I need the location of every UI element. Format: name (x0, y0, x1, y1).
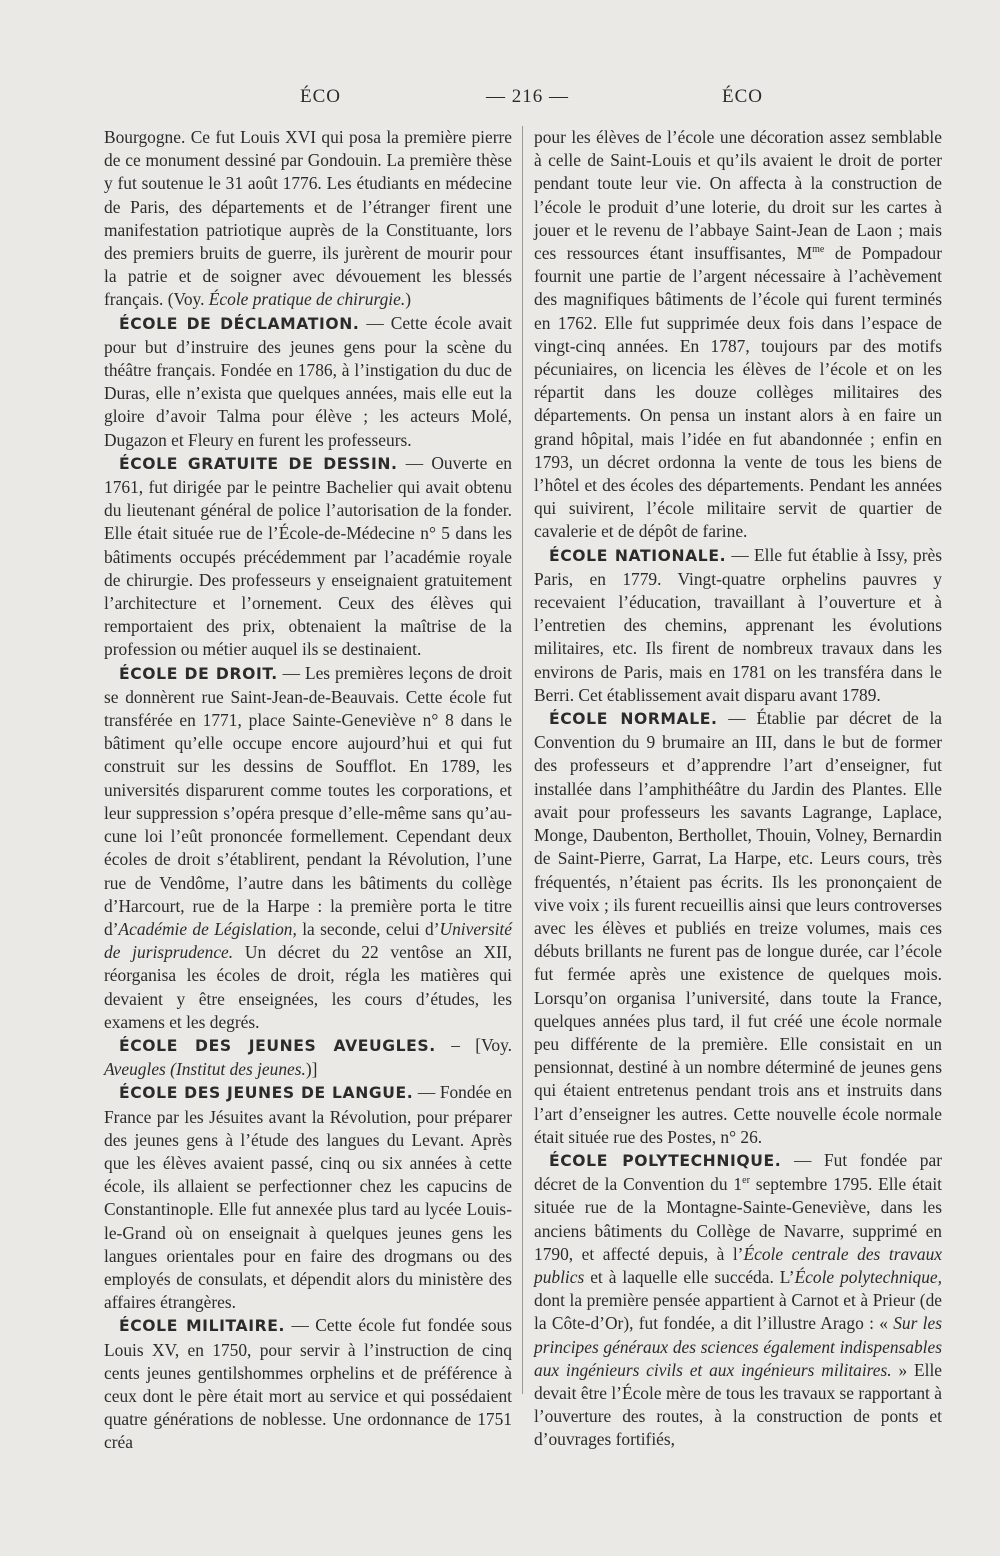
entry-ecole-de-declamation (104, 312, 512, 452)
entry-text-end: ) (405, 289, 411, 310)
entry-text: — Fondée en France par les Jésuites avant la Révolution, pour préparer des jeunes gens à l’étude des langues du Levant. Après que les élèves avaient passé, cinq ou six années à cette école, ils allaient se perfectionner chez les capucins de Constantinople. Elle fut annexée plus tard au lycée Louis-le-Grand où on enseignait à quelques jeunes gens les langues orientales pour en faire des drogmans ou des employés de consulats, et dépendit alors du ministère des affaires étrangères. (104, 1082, 512, 1313)
entry-continuation (104, 126, 512, 312)
entry-ecole-des-jeunes-aveugles (104, 1034, 512, 1081)
entry-ecole-polytechnique (534, 1149, 942, 1452)
entry-heading: ÉCOLE NATIONALE. (549, 546, 727, 565)
left-column (104, 126, 512, 1455)
italic-title: Académie de Législation, (118, 918, 297, 939)
entry-ecole-de-droit (104, 662, 512, 1034)
entry-text: — Elle fut établie à Issy, près Paris, en 1779. Vingt-quatre orphelins pauvres y recevaient l’éducation, travaillant à l’ouverture et à l’entretien des chemins, apprenant les évolutions militaires, etc. Ils firent de nombreux travaux dans les environs de Paris, mais en 1781 on les transféra dans le Berri. Cet établissement avait disparu avant 1789. (534, 544, 942, 705)
entry-ecole-militaire (104, 1314, 512, 1454)
entry-heading: ÉCOLE DE DÉCLAMATION. (119, 314, 360, 333)
entry-heading: ÉCOLE GRATUITE DE DESSIN. (119, 454, 398, 473)
entry-text: — Cette école fut fondée sous Louis XV, en 1750, pour servir à l’instruction de cinq cents jeunes gentilshommes orphelins et de préférence à ceux dont le père était mort au service et qui possédaient quatre générations de noblesse. Une ordonnance de 1751 créa (104, 1315, 512, 1453)
entry-ecole-nationale (534, 544, 942, 707)
page-number: — 216 — (486, 86, 569, 107)
cross-reference: Aveugles (Institut des jeunes. (104, 1059, 306, 1080)
entry-text: Bourgogne. Ce fut Louis XVI qui posa la première pierre de ce monument dessiné par Gondouin. La première thèse y fut soutenue le 31 août 1776. Les étudiants en médecine de Paris, des départements et de l’étranger firent une manifestation patriotique auprès de la Constituante, lors des premiers bruits de guerre, ils jurèrent de mourir pour la patrie et de soigner avec dévouement les blessés français. (Voy. (104, 127, 512, 310)
italic-title: École polytechnique, (794, 1266, 942, 1287)
superscript: me (812, 244, 825, 256)
entry-heading: ÉCOLE DES JEUNES DE LANGUE. (119, 1084, 414, 1103)
entry-ecole-des-jeunes-de-langue (104, 1081, 512, 1314)
right-column (534, 126, 942, 1452)
entry-text: pour les élèves de l’école une décoration assez semblable à celle de Saint-Louis et qu’ils avaient le droit de porter pendant toute leur vie. On affecta à la construction de l’école le produit d’une loterie, du droit sur les cartes à jouer et le revenu de l’abbaye Saint-Jean de Laon ; mais ces ressources étant insuffisantes, M (534, 127, 942, 264)
entry-text: — Cette école avait pour but d’instruire des jeunes gens pour la scène du théâtre français. Fondée en 1786, à l’instigation du duc de Duras, elle n’exista que quelques années, mais elle eut la gloire d’avoir Talma pour élève ; les acteurs Molé, Dugazon et Fleury en furent les professeurs. (104, 312, 512, 450)
running-header (0, 86, 1000, 116)
entry-text: et à laquelle elle succéda. L’ (584, 1266, 795, 1287)
header-right-keyword: ÉCO (722, 86, 763, 107)
entry-heading: ÉCOLE DE DROIT. (119, 664, 278, 683)
header-left-keyword: ÉCO (300, 86, 341, 107)
italic-title: École centrale des travaux publics (534, 1243, 942, 1287)
entry-text: Un décret du 22 ventôse an XII, réorganisa les écoles de droit, régla les matières qui devaient y être enseignées, les cours d’études, les examens et les degrés. (104, 942, 512, 1032)
entry-heading: ÉCOLE MILITAIRE. (119, 1317, 286, 1336)
entry-heading: ÉCOLE POLYTECHNIQUE. (549, 1151, 782, 1170)
cross-reference: École pratique de chirurgie. (208, 289, 406, 310)
entry-text: – [Voy. (435, 1034, 513, 1055)
entry-ecole-normale (534, 707, 942, 1149)
entry-text: septembre 1795. Elle était située rue de la Montagne-Sainte-Geneviève, dans les anciens bâtiments du Collège de Navarre, supprimé en 1790, et affecté depuis, à l’ (534, 1174, 943, 1264)
entry-text: — Fut fondée par décret de la Convention du 1 (534, 1149, 942, 1195)
entry-text-end: )] (305, 1059, 318, 1080)
superscript: er (742, 1175, 750, 1187)
entry-text: » Elle devait être l’École mère de tous les travaux se rapportant à l’ouverture des routes, à la construction de ponts et d’ouvrages fortifiés, (534, 1359, 942, 1450)
entry-text: — Les premières leçons de droit se donnèrent rue Saint-Jean-de-Beauvais. Cette école fut transférée en 1771, place Sainte-Geneviève n° 8 dans le bâtiment qu’elle occupe encore aujourd’hui et qui fut construit sur les dessins de Soufflot. En 1789, les universités disparurent comme toutes les corporations, et leur suppression s’opéra presque d’elle-même sans qu’aucune loi l’eût prononcée formellement. Cependant deux écoles de droit s’établirent, pendant la Révolution, l’une rue de Vendôme, l’autre dans les bâtiments du collège d’Harcourt, rue de la Harpe : la première porta le titre d’ (104, 662, 512, 939)
entry-text: — Ouverte en 1761, fut dirigée par le peintre Bachelier qui avait obtenu du lieutenant général de police l’autorisation de la fonder. Elle était située rue de l’École-de-Médecine n° 5 dans les bâtiments occupés précédemment par l’académie royale de chirurgie. Des professeurs y enseignaient gratuitement l’architecture et l’ornement. Ceux des élèves qui remportaient des prix, obtenaient la maîtrise de la profession ou métier auquel ils se destinaient. (104, 452, 512, 660)
entry-text: de Pompadour fournit une partie de l’argent nécessaire à l’achèvement des magnifiques bâtiments de l’école qui furent terminés en 1762. Elle fut supprimée deux fois dans l’espace de vingt-cinq années. En 1787, toujours par des motifs pécuniaires, on licencia les élèves de l’école et on les répartit dans les douze collèges militaires des départements. On pensa un instant alors à en faire un grand hôpital, mais l’idée en fut abandonnée ; enfin en 1793, un décret ordonna la vente de tous les biens de l’hôtel et des écoles des départements. Pendant les années qui suivirent, l’école militaire servit de quartier de cavalerie et de dépôt de farine. (534, 243, 942, 542)
entry-heading: ÉCOLE NORMALE. (549, 710, 718, 729)
italic-quotation: Sur les principes généraux des sciences également indispensables aux ingénieurs civils et aux ingénieurs militaires. (534, 1313, 942, 1380)
italic-title: Université de jurisprudence. (104, 918, 512, 963)
entry-text: la seconde, celui d’ (296, 918, 440, 939)
entry-text: — Établie par décret de la Convention du 9 brumaire an III, dans le but de former des professeurs et d’apprendre l’art d’enseigner, fut installée dans l’amphithéâtre du Jardin des Plantes. Elle avait pour professeurs les savants Lagrange, Laplace, Monge, Daubenton, Berthollet, Thouin, Volney, Bernardin de Saint-Pierre, Garrat, La Harpe, etc. Leurs cours, très fréquentés, n’étaient pas écrits. Ils les prononçaient de vive voix ; ils furent recueillis ainsi que leurs controverses avec les élèves et publiés en treize volumes, mais ces débuts brillants ne furent pas de longue durée, car l’école fut fermée après une existence de quelques mois. Lorsqu’on organisa l’université, dans toute la France, quelques années plus tard, il fut créé une école normale peu différente de la première. Elle consistait en un pensionnat, destiné à un nombre déterminé de jeunes gens qui étaient entretenus pendant trois ans et instruits dans l’art d’enseigner les autres. Cette nouvelle école normale était située rue des Postes, n° 26. (534, 708, 942, 1147)
entry-heading: ÉCOLE DES JEUNES AVEUGLES. (119, 1036, 436, 1055)
entry-continuation (534, 126, 942, 544)
entry-text: dont la première pensée appartient à Carnot et à Prieur (de la Côte-d’Or), fut fondée, a dit l’illustre Arago : « (534, 1290, 942, 1334)
entry-ecole-gratuite-de-dessin (104, 452, 512, 662)
column-divider (522, 126, 523, 1394)
